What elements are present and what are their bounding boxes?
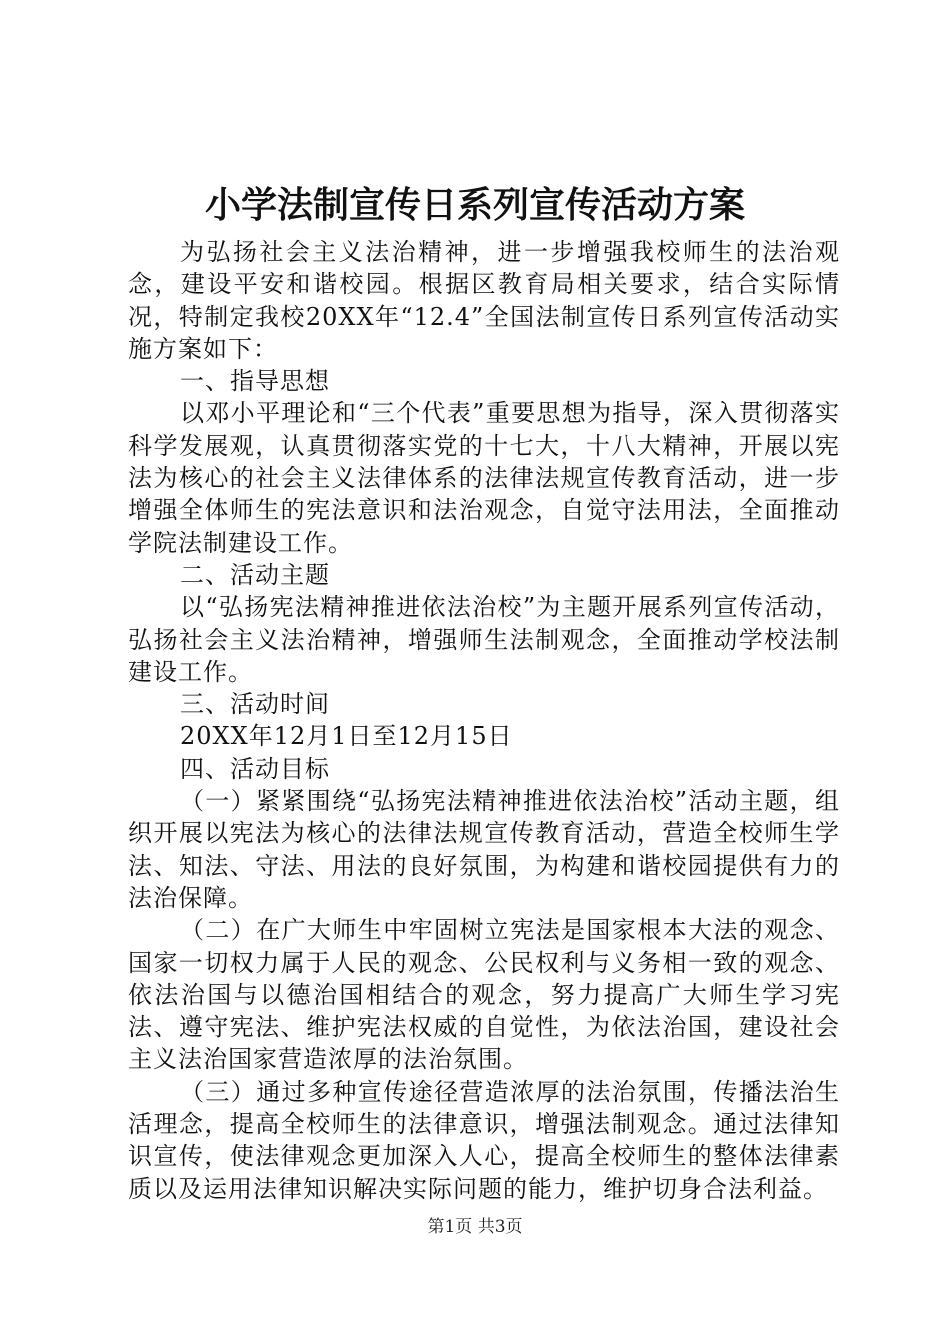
goal-three-paragraph: （三）通过多种宣传途径营造浓厚的法治氛围，传播法治生活理念，提高全校师生的法律意识，增强法制观念。通过法律知识宣传，使法律观念更加深入人心，提高全校师生的整体法律素质以及运用法律知识解决实际问题的能力，维护切身合法利益。 (128, 1077, 840, 1203)
document-title: 小学法制宣传日系列宣传活动方案 (204, 185, 745, 226)
intro-paragraph: 为弘扬社会主义法治精神，进一步增强我校师生的法治观念，建设平安和谐校园。根据区教育局相关要求，结合实际情况，特制定我校20XX年“12.4”全国法制宣传日系列宣传活动实施方案如下： (128, 238, 840, 363)
goal-one-paragraph: （一）紧紧围绕“弘扬宪法精神推进依法治校”活动主题，组织开展以宪法为核心的法律法规宣传教育活动，营造全校师生学法、知法、守法、用法的良好氛围，为构建和谐校园提供有力的法治保障。 (128, 787, 840, 912)
section-heading-guiding-ideology: 一、指导思想 (180, 367, 330, 396)
activity-theme-paragraph: 以“弘扬宪法精神推进依法治校”为主题开展系列宣传活动，弘扬社会主义法治精神，增强师生法制观念，全面推动学校法制建设工作。 (128, 593, 840, 686)
guiding-ideology-paragraph: 以邓小平理论和“三个代表”重要思想为指导，深入贯彻落实科学发展观，认真贯彻落实党的十七大，十八大精神，开展以宪法为核心的社会主义法律体系的法律法规宣传教育活动，进一步增强全体师生的宪法意识和法治观念，自觉守法用法，全面推动学院法制建设工作。 (128, 399, 840, 557)
goal-two-paragraph: （二）在广大师生中牢固树立宪法是国家根本大法的观念、国家一切权力属于人民的观念、公民权利与义务相一致的观念、依法治国与以德治国相结合的观念，努力提高广大师生学习宪法、遵守宪法、维护宪法权威的自觉性，为依法治国，建设社会主义法治国家营造浓厚的法治氛围。 (128, 916, 840, 1074)
section-heading-activity-goals: 四、活动目标 (180, 754, 330, 783)
document-body (128, 236, 840, 1205)
section-heading-activity-time: 三、活动时间 (180, 690, 330, 719)
activity-time-paragraph: 20XX年12月1日至12月15日 (180, 722, 513, 751)
section-heading-activity-theme: 二、活动主题 (180, 560, 330, 589)
page-footer: 第1页 共3页 (427, 1217, 523, 1237)
